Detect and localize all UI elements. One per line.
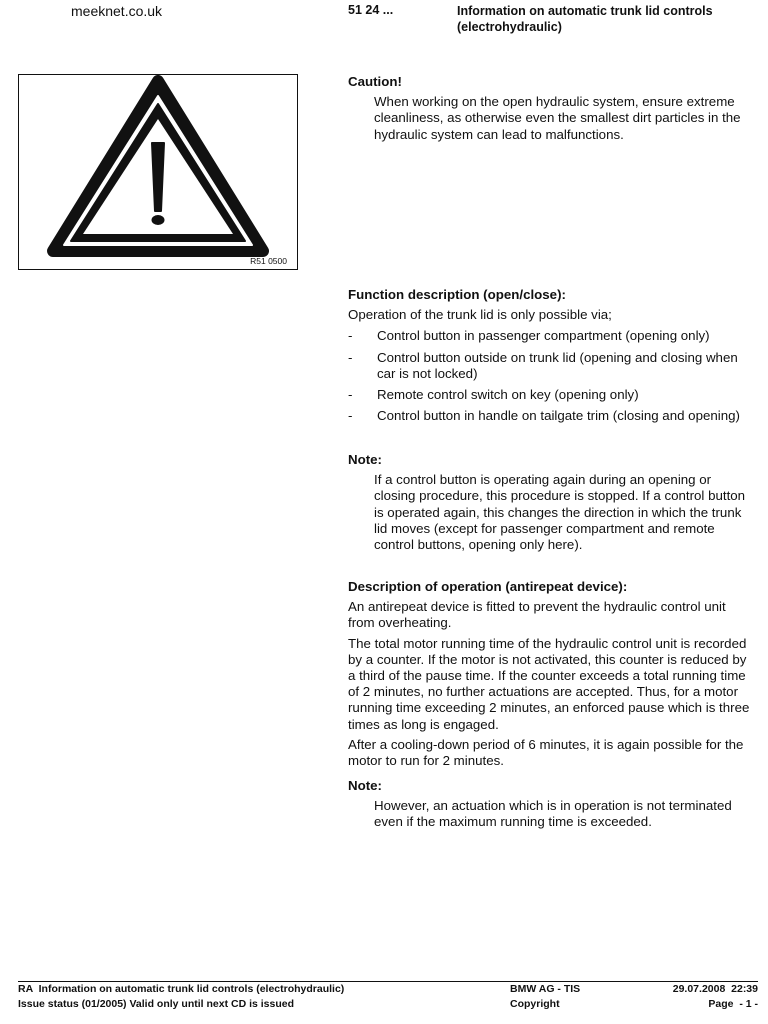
- document-number: 51 24 ...: [348, 3, 394, 17]
- list-bullet: -: [348, 349, 353, 365]
- list-item: [348, 350, 753, 382]
- footer-date: 29.07.2008 22:39: [672, 983, 758, 995]
- list-item: [348, 387, 753, 403]
- function-section: [348, 287, 753, 424]
- note-text: If a control button is operating again during an opening or closing procedure, this procedure is stopped. If a control button is operated again, this changes the direction in which the trunk lid moves (except for passenger compartment and remote control buttons, opening only here).: [374, 472, 746, 553]
- footer-copyright: Copyright: [510, 998, 560, 1010]
- list-item: [348, 408, 753, 424]
- warning-figure: [18, 74, 298, 270]
- footer-publisher: BMW AG - TIS: [510, 983, 581, 995]
- caution-text: When working on the open hydraulic system, ensure extreme cleanliness, as otherwise even the smallest dirt particles in the hydraulic system can lead to malfunctions.: [374, 94, 741, 142]
- figure-code: R51 0500: [250, 256, 287, 266]
- note-section-2: [348, 778, 753, 831]
- warning-triangle-icon: [19, 75, 297, 269]
- antirepeat-section: [348, 579, 753, 769]
- note-heading: Note:: [348, 452, 382, 467]
- caution-heading: Caution!: [348, 74, 402, 89]
- document-title: [457, 3, 757, 35]
- list-bullet: -: [348, 387, 353, 403]
- antirepeat-paragraph-2: The total motor running time of the hydraulic control unit is recorded by a counter. If the motor is not activated, this counter is reduced by a third of the pause time. If the counter exceeds a total running time of 2 minutes, no further actuations are accepted. Thus, for a motor running time exceeding 2 minutes, an enforced pause which is three times as long is engaged.: [348, 635, 750, 732]
- list-item-text: Control button in passenger compartment (opening only): [377, 328, 710, 344]
- note-section-1: [348, 452, 753, 553]
- antirepeat-paragraph-1: An antirepeat device is fitted to prevent the hydraulic control unit from overheating.: [348, 599, 726, 631]
- list-item-text: Control button in handle on tailgate trim (closing and opening): [377, 408, 740, 424]
- function-heading: Function description (open/close):: [348, 287, 566, 302]
- footer-left: [18, 982, 344, 1012]
- site-name: meeknet.co.uk: [71, 3, 163, 19]
- footer-issue-status: Issue status (01/2005) Valid only until next CD is issued: [18, 998, 295, 1010]
- list-item-text: Control button outside on trunk lid (opening and closing when car is not locked): [377, 349, 738, 381]
- footer-right: [673, 982, 758, 1012]
- antirepeat-heading: Description of operation (antirepeat device):: [348, 579, 628, 594]
- list-bullet: -: [348, 328, 353, 344]
- note-heading: Note:: [348, 778, 382, 793]
- function-intro: Operation of the trunk lid is only possible via;: [348, 307, 612, 323]
- footer-document-title: RA Information on automatic trunk lid controls (electrohydraulic): [18, 983, 345, 995]
- list-item-text: Remote control switch on key (opening only): [377, 387, 639, 403]
- footer-page-number: Page - 1 -: [708, 998, 758, 1010]
- footer-middle: [510, 982, 580, 1012]
- list-bullet: -: [348, 408, 353, 424]
- caution-section: [348, 74, 753, 143]
- document-title-line-1: Information on automatic trunk lid controls: [457, 4, 713, 18]
- note-text: However, an actuation which is in operation is not terminated even if the maximum running time is exceeded.: [374, 798, 732, 830]
- document-title-line-2: (electrohydraulic): [457, 20, 562, 34]
- antirepeat-paragraph-3: After a cooling-down period of 6 minutes, it is again possible for the motor to run for 2 minutes.: [348, 736, 744, 769]
- list-item: [348, 328, 753, 344]
